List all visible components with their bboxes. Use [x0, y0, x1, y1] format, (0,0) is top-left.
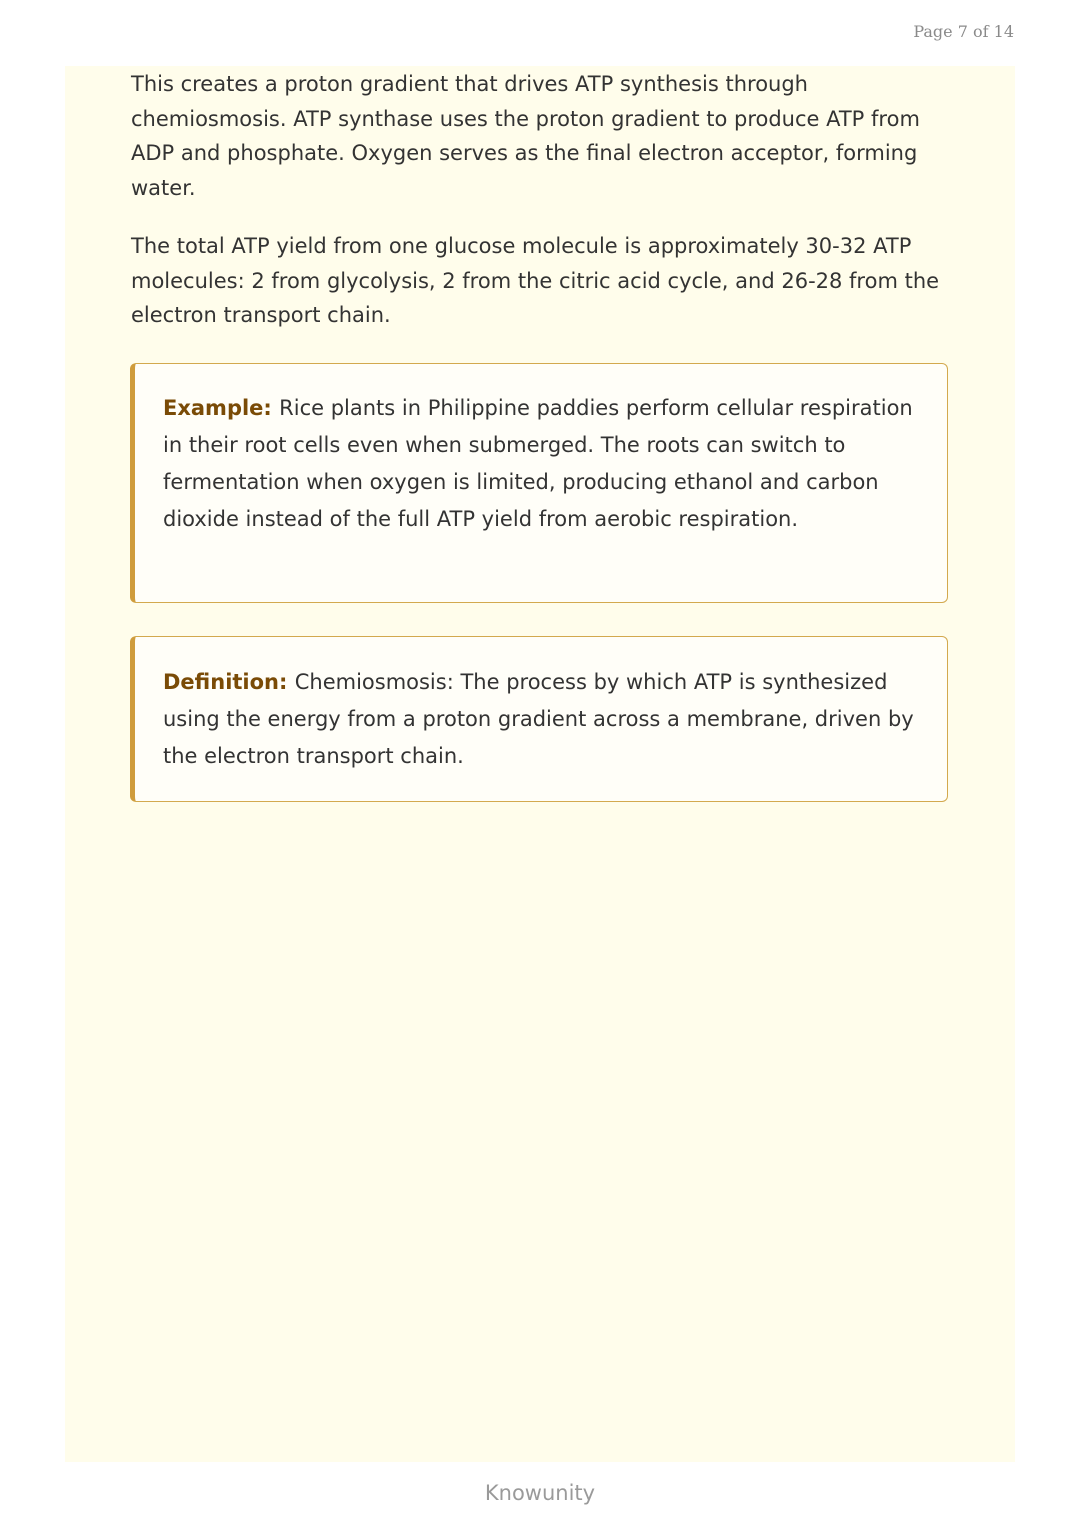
body-text: [131, 66, 961, 333]
definition-callout: [130, 636, 948, 802]
paragraph-atp-yield: The total ATP yield from one glucose molecule is approximately 30-32 ATP molecules: 2 from glycolysis, 2 from the citric acid cycle, and 26-28 from the electron transport chain.: [131, 233, 940, 328]
content-panel: [65, 66, 1015, 1462]
page-number: Page 7 of 14: [913, 22, 1014, 41]
example-callout: [130, 363, 948, 603]
definition-text: Chemiosmosis: The process by which ATP is synthesized using the energy from a proton gradient across a membrane, driven by the electron transport chain.: [163, 670, 914, 768]
example-label: Example:: [163, 396, 280, 420]
example-text: Rice plants in Philippine paddies perform cellular respiration in their root cells even when submerged. The roots can switch to fermentation when oxygen is limited, producing ethanol and carbon dioxide instead of the full ATP yield from aerobic respiration.: [163, 396, 913, 531]
paragraph-chemiosmosis: This creates a proton gradient that drives ATP synthesis through chemiosmosis. ATP synthase uses the proton gradient to produce ATP from ADP and phosphate. Oxygen serves as the final electron acceptor, forming water.: [131, 72, 920, 201]
footer-brand: Knowunity: [484, 1481, 596, 1505]
definition-label: Definition:: [163, 670, 295, 694]
